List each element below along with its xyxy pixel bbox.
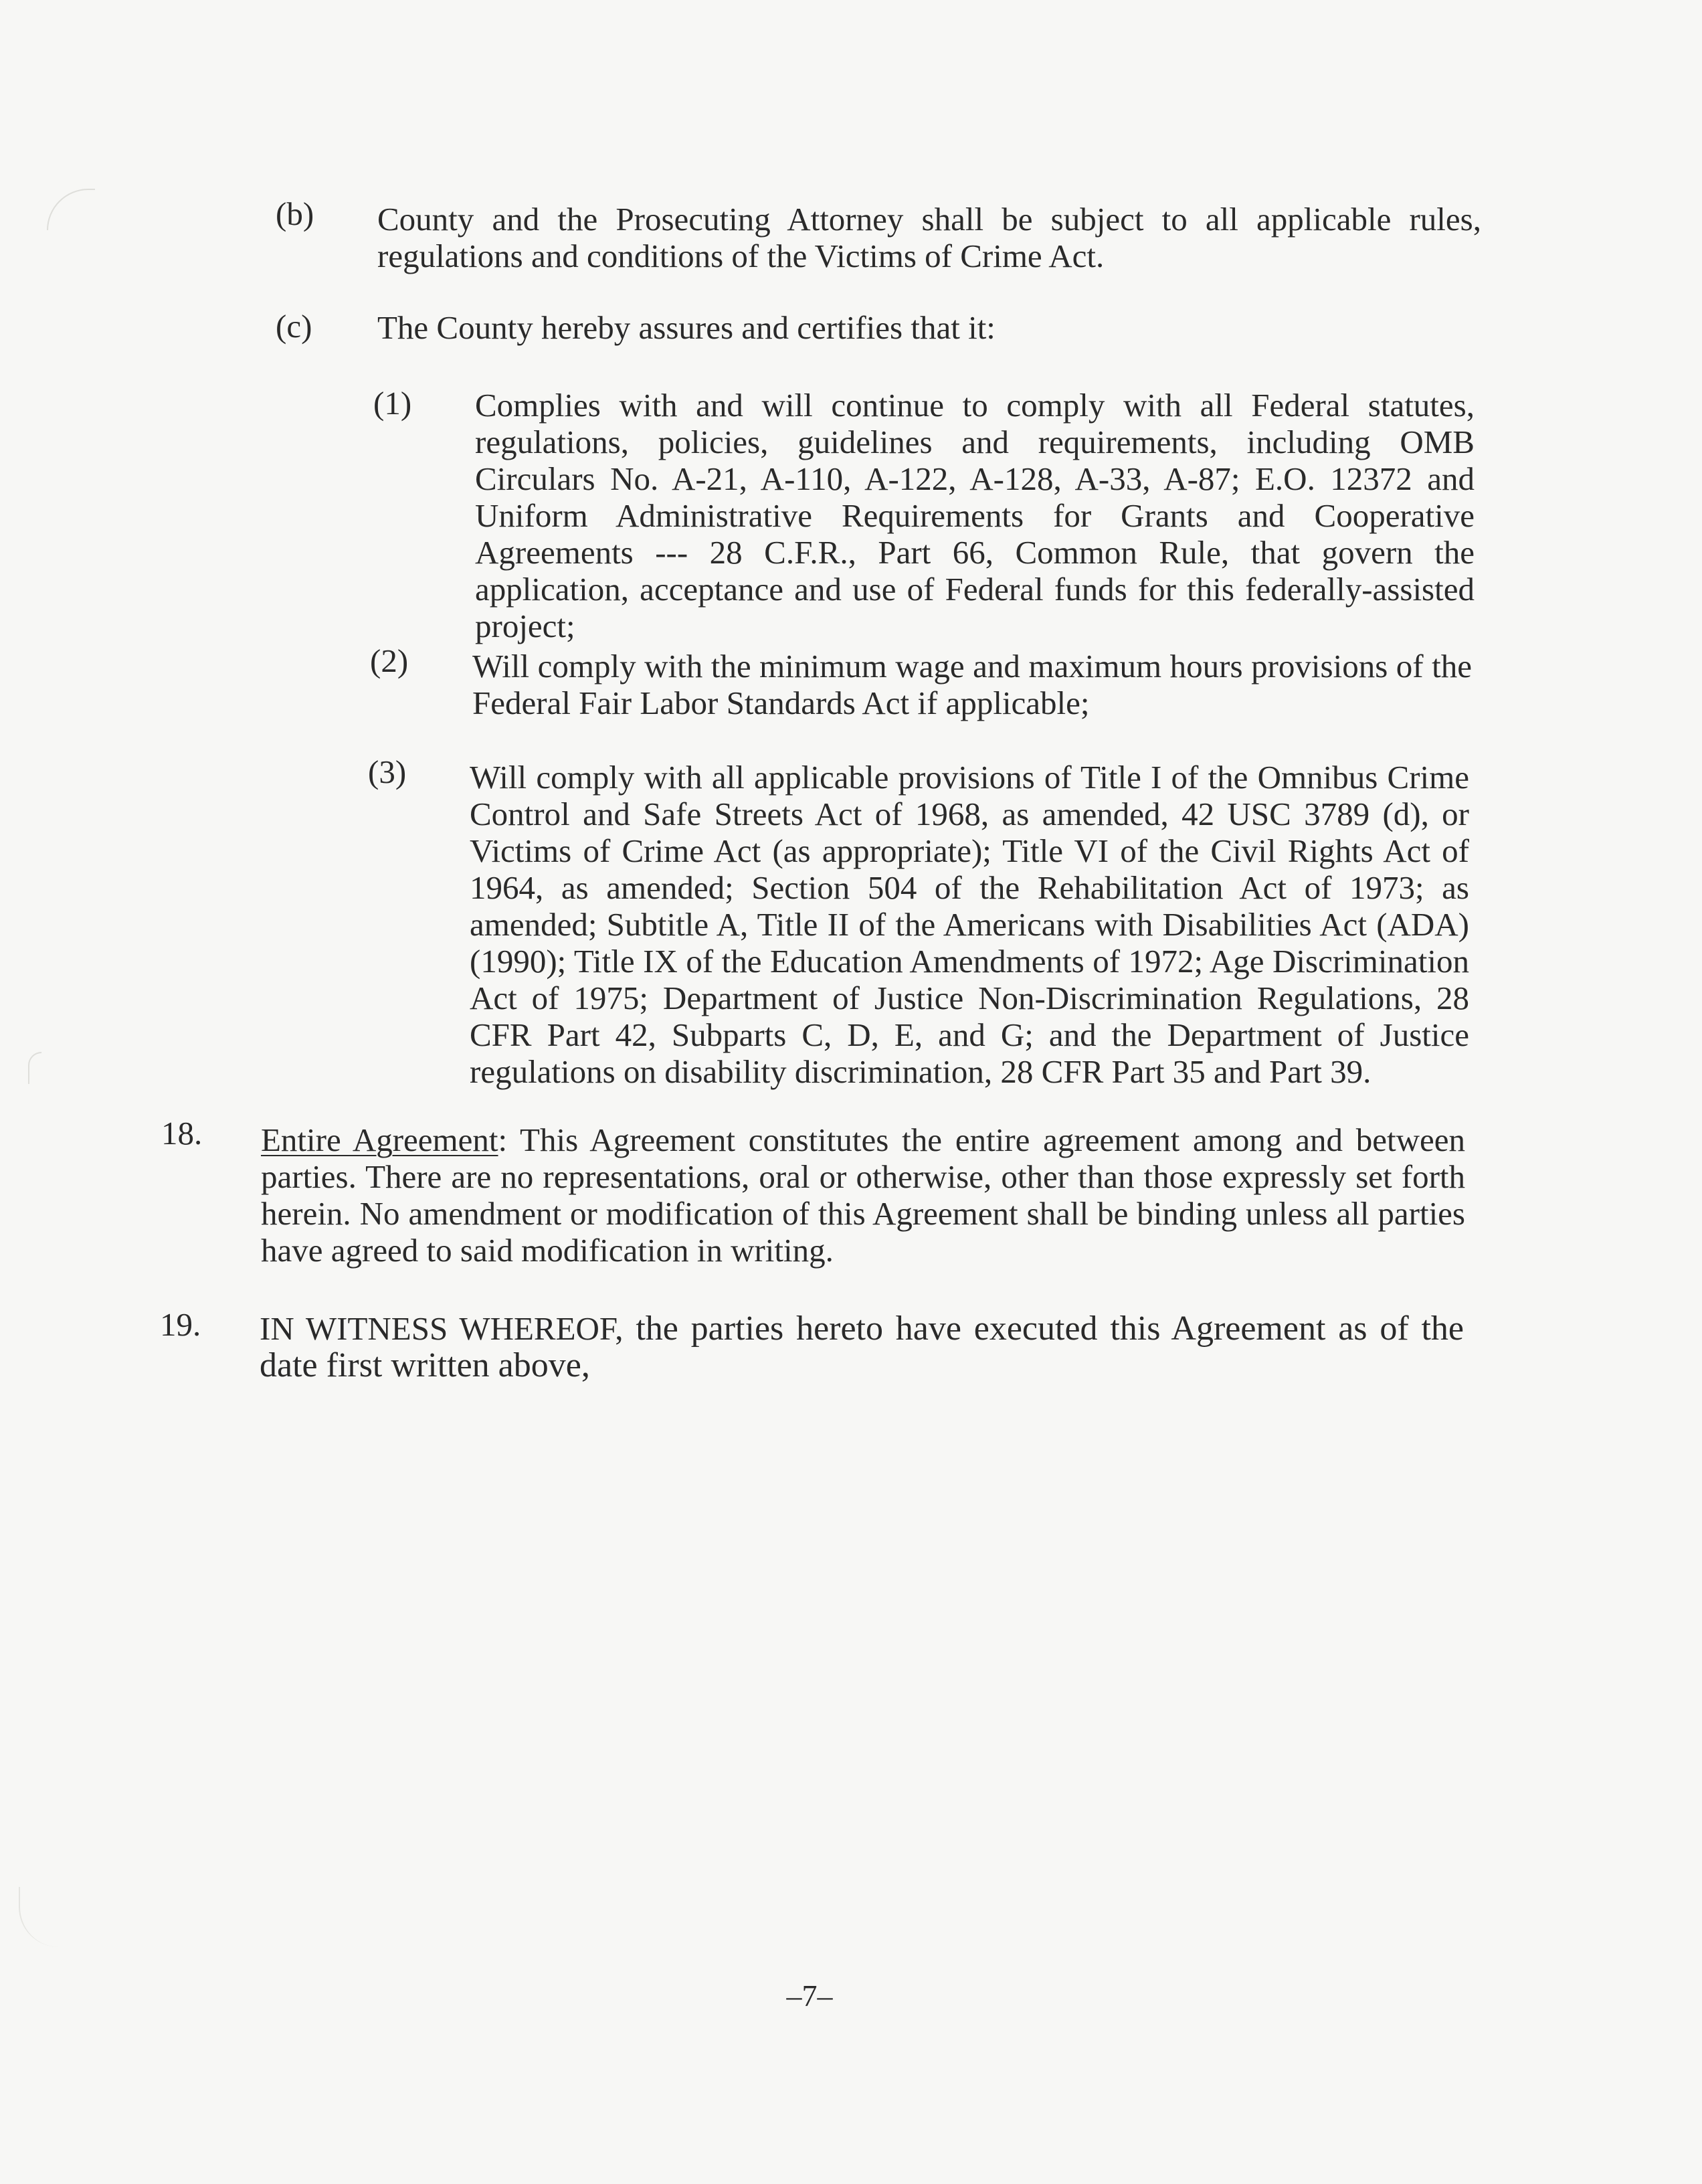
scan-edge-mark-middle <box>28 1052 41 1084</box>
item-c1-label: (1) <box>373 385 412 422</box>
item-c-label: (c) <box>276 308 312 345</box>
section-19-label: 19. <box>160 1306 201 1343</box>
item-b-text: County and the Prosecuting Attorney shall be subject to all applicable rules, regulations and conditions of the Victims of Crime Act. <box>377 201 1481 274</box>
section-18-text: : This Agreement constitutes the entire agreement among and between parties. There are no representations, oral or otherwise, other than those expressly set forth herein. No amendment or modification of this Agreement shall be binding unless all parties have agreed to said modification in writing. <box>261 1121 1465 1269</box>
scan-edge-mark-bottom <box>19 1887 59 1947</box>
item-c1-text: Complies with and will continue to comply with all Federal statutes, regulations, policies, guidelines and requirements, including OMB Circulars No. A-21, A-110, A-122, A-128, A-33, A-87; E.O. 12372 and Uniform Administrative Requirements for Grants and Cooperative Agreements --- 28 C.F.R., Part 66, Common Rule, that govern the application, acceptance and use of Federal funds for this federally-assisted project; <box>475 387 1475 644</box>
section-19-body <box>260 1310 1464 1384</box>
section-18-body <box>261 1121 1465 1269</box>
item-c3-label: (3) <box>368 753 407 790</box>
item-c-text: The County hereby assures and certifies that it: <box>377 309 996 346</box>
section-19-lead: IN WITNESS WHEREOF, <box>260 1310 624 1347</box>
section-19-text: the parties hereto have executed this Agreement as of the date first written above, <box>260 1309 1464 1384</box>
item-b-label: (b) <box>276 195 314 232</box>
item-c2-label: (2) <box>370 642 409 679</box>
page-number: –7– <box>786 1979 833 2013</box>
scan-edge-mark-top <box>47 189 95 230</box>
section-18-heading: Entire Agreement <box>261 1121 498 1158</box>
section-18-label: 18. <box>161 1115 203 1152</box>
item-c3-text: Will comply with all applicable provisions of Title I of the Omnibus Crime Control and Safe Streets Act of 1968, as amended, 42 USC 3789 (d), or Victims of Crime Act (as appropriate); Title VI of the Civil Rights Act of 1964, as amended; Section 504 of the Rehabilitation Act of 1973; as amended; Subtitle A, Title II of the Americans with Disabilities Act (ADA) (1990); Title IX of the Education Amendments of 1972; Age Discrimination Act of 1975; Department of Justice Non-Discrimination Regulations, 28 CFR Part 42, Subparts C, D, E, and G; and the Department of Justice regulations on disability discrimination, 28 CFR Part 35 and Part 39. <box>470 759 1469 1090</box>
item-c2-text: Will comply with the minimum wage and maximum hours provisions of the Federal Fair Labor Standards Act if applicable; <box>472 648 1472 721</box>
